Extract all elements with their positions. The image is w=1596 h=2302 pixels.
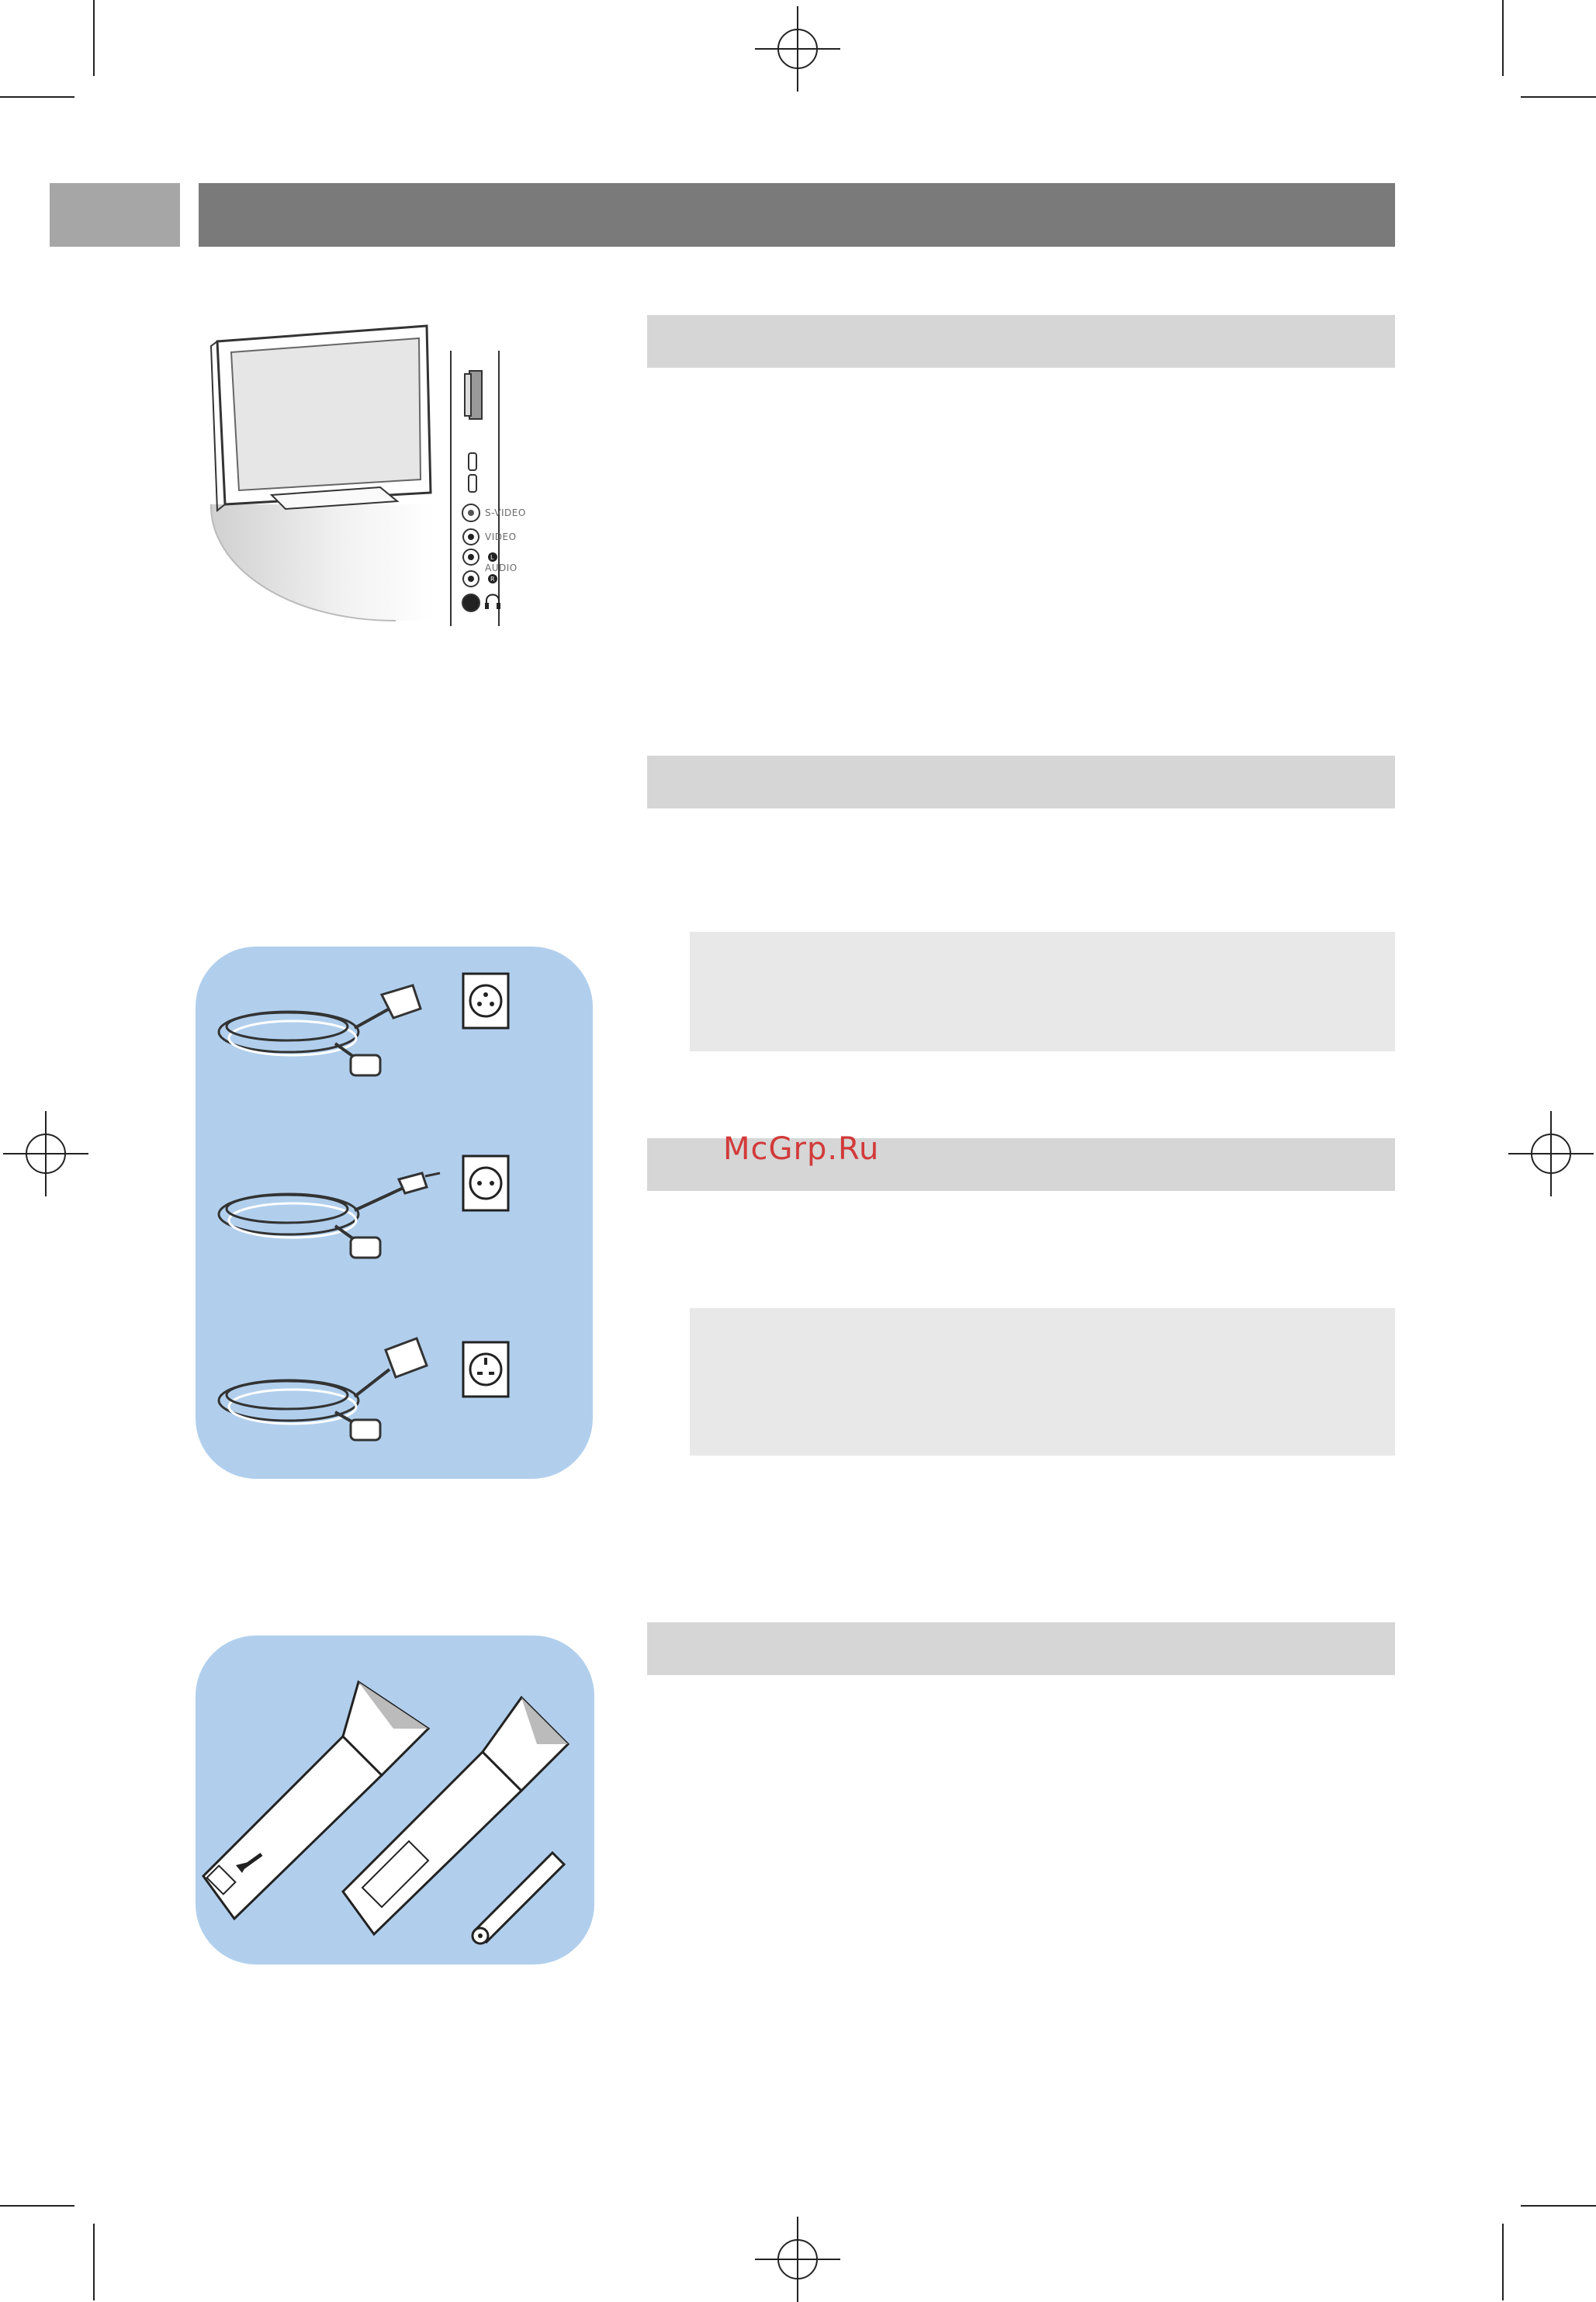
registration-mark-top xyxy=(755,6,840,92)
power-cord-panel xyxy=(196,947,593,1479)
page-header-bar xyxy=(199,183,1395,247)
note-box-2 xyxy=(690,1308,1395,1456)
wall-socket-3 xyxy=(463,1342,508,1397)
power-cord-schuko xyxy=(219,985,421,1075)
aaa-battery xyxy=(473,1853,564,1944)
audio-left-marker: L xyxy=(490,554,494,561)
page-number-tab xyxy=(50,183,180,247)
section-heading-bar-2 xyxy=(647,756,1395,808)
registration-mark-right xyxy=(1508,1111,1594,1196)
power-cord-uk xyxy=(219,1338,427,1440)
video-label: VIDEO xyxy=(485,531,517,542)
audio-label: AUDIO xyxy=(485,563,518,573)
section-heading-bar-4 xyxy=(647,1622,1395,1675)
section-heading-bar-1 xyxy=(647,315,1395,368)
headphone-icon xyxy=(485,595,500,610)
watermark: McGrp.Ru xyxy=(723,1131,880,1167)
wall-socket-2 xyxy=(463,1156,508,1210)
power-cord-euro xyxy=(219,1173,440,1258)
side-connector-panel xyxy=(446,351,539,630)
wall-socket-1 xyxy=(463,974,508,1028)
remote-battery-panel xyxy=(196,1636,594,1964)
audio-right-marker: R xyxy=(490,576,495,583)
registration-mark-bottom xyxy=(755,2217,840,2302)
svideo-label: S-VIDEO xyxy=(485,507,526,518)
note-box-1 xyxy=(690,932,1395,1051)
registration-mark-left xyxy=(3,1111,88,1196)
